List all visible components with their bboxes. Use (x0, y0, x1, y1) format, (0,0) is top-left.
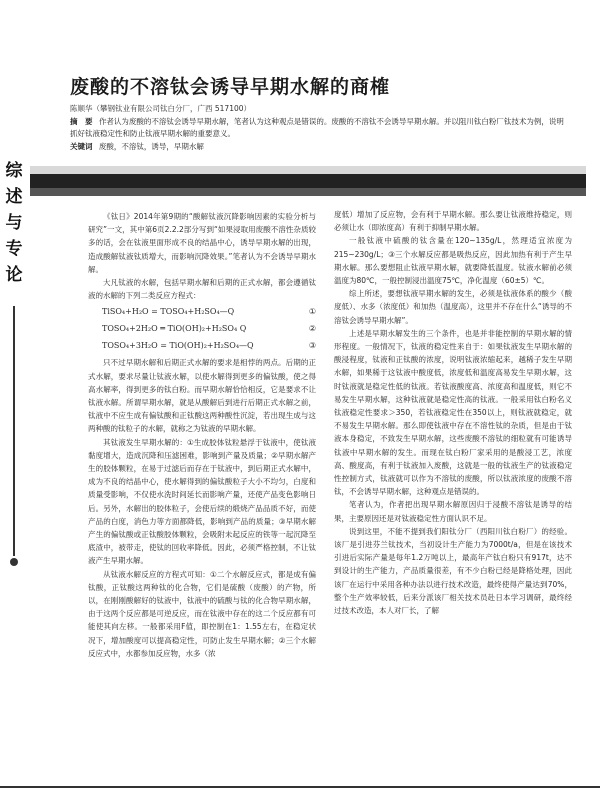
section-divider-dot (10, 558, 18, 566)
equation-1 (102, 305, 316, 319)
paragraph: 度低）增加了反应物，会有利于早期水解。那么要让钛液维持稳定，则必须让水（即浓度高）有利于抑制早期水解。 (334, 210, 572, 233)
paragraph: 《钛日》2014年第9期的“酸解钛液沉降影响因素的实验分析与研究”一文，其中第6页2.2.2部分写到“如果浸取用废酸不溶性杂质较多的话，会在钛液里面形成不良的结晶中心，诱导早期水解的出现，造成酸解钛液钛质增大，而影响沉降效果。”笔者认为不会诱导早期水解。 (88, 212, 316, 274)
paragraph: 一般钛液中硫酸的钛含量在120~135g/L，然理适宜浓度为215~230g/L；③三个水解反应都是吸热反应，因此加热有利于产生早期水解。那么要想阻止钛液早期水解，就要降低温度。钛液水解前必须温度为80℃，一般控制浸出温度75℃，净化温度（60±5）℃。 (334, 236, 572, 286)
paragraph: 大凡钛液的水解，包括早期水解和后期的正式水解，都会遵循钛液的水解的下列二类反应方程式： (88, 278, 316, 301)
section-divider-line (13, 306, 15, 556)
section-char: 与 (5, 213, 23, 233)
keywords-label: 关键词 (70, 142, 93, 151)
section-label (2, 158, 26, 566)
paragraph: 上述是早期水解发生的三个条件，也是并非能控制的早期水解的情形程度。一般情况下，钛液的稳定性来自于：如果钛液发生早期水解的酸浸程度，钛液和正钛酸的浓度，说明钛液浓缩起来，越稀子发生早期水解，如果稀于这钛液中酸度低，浓度低和温度高易发生早期水解，这时钛液就是稳定性低的钛液。若钛液酸度高、浓度高和温度低，则它不易发生早期水解，这种钛液就是稳定性高的钛液。一般采用钛白粉名义钛液稳定性要求＞350，若钛液稳定性在350以上，则钛液就稳定，就不易发生早期水解。那么即使钛液中存在不溶性钛的杂质，但是由于钛液本身稳定，不致发生早期水解，这些废酸不溶钛的细粒就有可能诱导钛液中早期水解的发生。而现在钛白粉厂家采用的是酸浸工艺，浓度高、酸度高，有利于钛液加入废酸，这就是一般的钛液生产的钛液稳定性控制方式，钛液就可以作为不溶钛的废酸，所以钛液浓度的废酸不溶钛，不会诱导早期水解，这种观点是错误的。 (334, 328, 572, 497)
paragraph: 综上所述，要想钛液早期水解的发生，必须是钛液体系的酸少（酸度低）、水多（浓度低）和加热（温度高），这里并不存在什么“诱导的不溶钛会诱导早期水解”。 (334, 289, 572, 325)
article-title: 废酸的不溶钛会诱导早期水解的商榷 (70, 76, 391, 98)
section-char: 论 (5, 265, 23, 285)
page-bottom-rule (0, 786, 600, 788)
keywords-text: 废酸，不溶钛，诱导，早期水解 (98, 142, 204, 151)
paragraph: 说到这里，不能不提到我们阳钛分厂（西阳川钛白粉厂）的经验。该厂是引进芬兰钛技术，当初设计生产能力为7000t/a，但是在该技术引进后实际产量是每年1.2万吨以上，最高年产钛白粉只有917t，达不到设计的生产能力，产品质量很差，有不少白粉已经是降格处理，因此该厂在运行中采用各种办法以进行技术改造，最终使得产量达到70%，整个生产效率较低，后来分派该厂相关技术员赴日本学习调研，最终经过技术改造，本人对厂长，了解 (334, 526, 572, 616)
body-column-right (334, 208, 572, 617)
equation-number: ③ (308, 341, 316, 351)
paragraph: 从钛液水解反应的方程式可知：①二个水解反应式，都是成有偏钛酸，正钛酸这两种钛的化合物，它们是硫酸（废酸）的产物，所以，在刚刚酸解好的钛液中，钛液中的硫酸与钛的化合物早期水解，由于这两个反应都是可逆反应，而在钛液中存在的这二个反应都有可能使其向左移。一般都采用F值，即控制在1：1.55左右，在稳定状况下，增加酸度可以提高稳定性，可防止发生早期水解；②三个水解反应式中，水都参加反应物，水多（浓 (88, 569, 316, 658)
abstract-label: 摘 要 (70, 117, 93, 126)
equation-text: TOSO₄+2H₂O ═ TiO(OH)₂+H₂SO₄ Q (102, 324, 247, 334)
body-column-left (88, 210, 316, 660)
equation-2 (102, 322, 316, 336)
paragraph: 其钛液发生早期水解的：①生成胶体钛粒悬浮于钛液中，使钛液黏度增大，造成沉降和压滤困难，影响到产量及质量；②早期水解产生的胶体颗粒，在易于过滤后而存在于钛液中，到后期正式水解中，成为不良的结晶中心，使水解得到的偏钛酸粒子大小不均匀，白度和质量受影响，不仅使水洗时间延长而影响产量，还使产品变色影响日后。另外，水解出的胶体粒子，会使后续的煅烧产品品质不好，而使产品的白度，消色力等方面都降低，影响到产品的质量；③早期水解产生的偏钛酸或正钛酸胶体颗粒，会吸附未起反应的铁等一起沉降至底渣中，被带走，使钛的回收率降低。因此，必须严格控制，不让钛液产生早期水解。 (88, 437, 316, 566)
equation-number: ② (308, 324, 316, 334)
keywords-row (70, 141, 570, 153)
abstract-block (70, 116, 570, 153)
author-line: 陈顺华（攀钢钛业有限公司钛白分厂，广西 517100） (70, 104, 252, 113)
section-char: 综 (5, 161, 23, 181)
abstract-row (70, 116, 570, 139)
paragraph: 只不过早期水解和后期正式水解的要求是相悖的两点。后期的正式水解，要求尽量让钛液水解，以使水解得到更多的偏钛酸，使之得高水解率，得到更多的钛白粉。而早期水解恰恰相反，它是要求不让钛液水解。所谓早期水解，就是从酸解后到进行后期正式水解之前，钛液中不应生成有偏钛酸和正钛酸这两种酸性沉淀，若出现生成与这两种酸的钛粒子的水解，就称之为钛液的早期水解。 (88, 358, 316, 434)
equation-3 (102, 339, 316, 353)
equation-text: TiSO₄+H₂O = TOSO₄+H₂SO₄—Q (102, 307, 235, 317)
section-header-bar (30, 166, 586, 196)
equation-text: TOSO₄+3H₂O = TiO(OH)₂+H₂SO₄—Q (102, 341, 254, 351)
section-char: 述 (5, 187, 23, 207)
paragraph: 笔者认为，作者把出现早期水解原因归于浸酸不溶钛是诱导的结果，主要原因还是对钛液稳定性方面认识不足。 (334, 500, 572, 523)
abstract-text: 作者认为废酸的不溶钛会诱导早期水解，笔者认为这种观点是错误的。废酸的不溶钛不会诱导早期水解。并以阻川钛白粉厂钛技术为例，说明抓好钛液稳定性和防止钛液早期水解的重要意义。 (70, 117, 564, 138)
section-char: 专 (5, 239, 23, 259)
equation-number: ① (308, 307, 316, 317)
